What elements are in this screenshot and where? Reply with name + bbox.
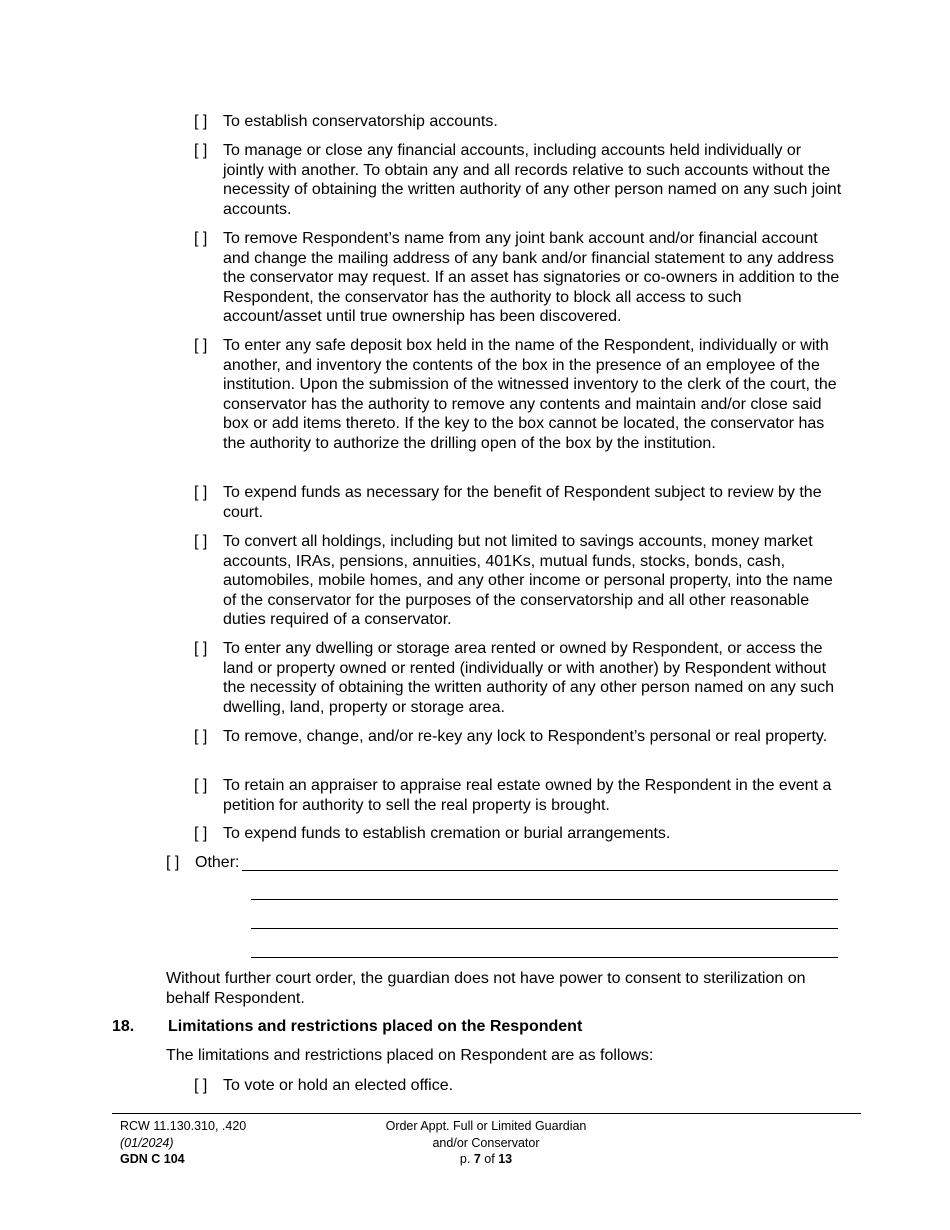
power-text: To retain an appraiser to appraise real estate owned by the Respondent in the event a petition for authority to sell the real property is brought. — [223, 777, 832, 814]
power-item-appraiser — [194, 776, 844, 815]
page-of: of — [484, 1152, 495, 1166]
power-text: To expend funds as necessary for the benefit of Respondent subject to review by the court. — [223, 484, 822, 521]
power-item-rekey-lock — [194, 727, 844, 747]
checkbox[interactable]: [ ] — [194, 640, 208, 657]
checkbox[interactable]: [ ] — [194, 113, 208, 130]
section-number: 18. — [112, 1018, 135, 1035]
power-text: To manage or close any financial accounts, including accounts held individually or jointly with another. To obtain any and all records relative to such accounts without the necessity of obtaining the written authority of any other person named on any such joint accounts. — [223, 142, 842, 218]
footer-divider — [112, 1113, 861, 1114]
power-item-safe-deposit-box — [194, 336, 844, 454]
section-title: Limitations and restrictions placed on the Respondent — [168, 1018, 583, 1035]
checkbox[interactable]: [ ] — [194, 142, 208, 159]
power-text: To enter any safe deposit box held in the name of the Respondent, individually or with another, and inventory the contents of the box in the presence of an employee of the institution. Upon the submission of the witnessed inventory to the clerk of the court, the conservator has the authority to remove any contents and maintain and/or close said box or add items thereto. If the key to the box cannot be located, the conservator has the authority to authorize the drilling open of the box by the institution. — [223, 337, 837, 452]
other-label: Other: — [195, 854, 240, 871]
checkbox[interactable]: [ ] — [194, 777, 208, 794]
checkbox[interactable]: [ ] — [194, 230, 208, 247]
page-prefix: p. — [459, 1152, 471, 1166]
footer-title-line-1: Order Appt. Full or Limited Guardian — [385, 1119, 587, 1133]
footer-center — [336, 1118, 636, 1168]
footer-date: (01/2024) — [120, 1135, 174, 1150]
power-text: To establish conservatorship accounts. — [223, 113, 498, 130]
restriction-text: To vote or hold an elected office. — [223, 1077, 454, 1094]
checkbox[interactable]: [ ] — [194, 825, 208, 842]
page-current: 7 — [473, 1152, 481, 1166]
power-text: To convert all holdings, including but not limited to savings accounts, money market accounts, IRAs, pensions, annuities, 401Ks, mutual funds, stocks, bonds, cash, automobiles, mobile homes, and any other income or personal property, into the name of the conservator for the purposes of the conservatorship and all other reasonable duties required of a conservator. — [223, 533, 833, 629]
sterilization-note: Without further court order, the guardian does not have power to consent to sterilization on behalf Respondent. — [166, 970, 806, 1007]
page-total: 13 — [498, 1152, 513, 1166]
checkbox[interactable]: [ ] — [194, 484, 208, 501]
other-line-1[interactable] — [242, 870, 838, 871]
power-item-convert-holdings — [194, 532, 844, 630]
checkbox[interactable]: [ ] — [194, 1077, 208, 1094]
power-item-remove-name — [194, 229, 844, 327]
restriction-item-vote — [194, 1076, 844, 1096]
checkbox[interactable]: [ ] — [166, 854, 180, 871]
footer-form-number: GDN C 104 — [120, 1152, 185, 1166]
other-line-2[interactable] — [251, 899, 838, 900]
checkbox[interactable]: [ ] — [194, 533, 208, 550]
footer-left — [120, 1118, 340, 1168]
other-line-4[interactable] — [251, 957, 838, 958]
footer-page-number — [336, 1151, 636, 1168]
section-18-intro: The limitations and restrictions placed on Respondent are as follows: — [166, 1047, 654, 1064]
power-item-enter-dwelling — [194, 639, 844, 717]
power-item-manage-accounts — [194, 141, 844, 219]
power-text: To remove, change, and/or re-key any lock to Respondent’s personal or real property. — [223, 728, 828, 745]
power-text: To enter any dwelling or storage area rented or owned by Respondent, or access the land or property owned or rented (individually or with another) by Respondent without the necessity of obtaining the written authority of any other person named on any such dwelling, land, property or storage area. — [223, 640, 835, 716]
power-item-expend-funds — [194, 483, 844, 522]
power-text: To expend funds to establish cremation or burial arrangements. — [223, 825, 671, 842]
footer-rcw: RCW 11.130.310, .420 — [120, 1119, 247, 1133]
footer-title-line-2: and/or Conservator — [432, 1135, 540, 1150]
checkbox[interactable]: [ ] — [194, 728, 208, 745]
power-item-burial-arrangements — [194, 824, 844, 844]
power-text: To remove Respondent’s name from any joint bank account and/or financial account and change the mailing address of any bank and/or financial statement to any address the conservator may request. If an asset has signatories or co-owners in addition to the Respondent, the conservator has the authority to block all access to such account/asset until true ownership has been discovered. — [223, 230, 840, 326]
power-item-establish-accounts — [194, 112, 844, 132]
checkbox[interactable]: [ ] — [194, 337, 208, 354]
other-line-3[interactable] — [251, 928, 838, 929]
